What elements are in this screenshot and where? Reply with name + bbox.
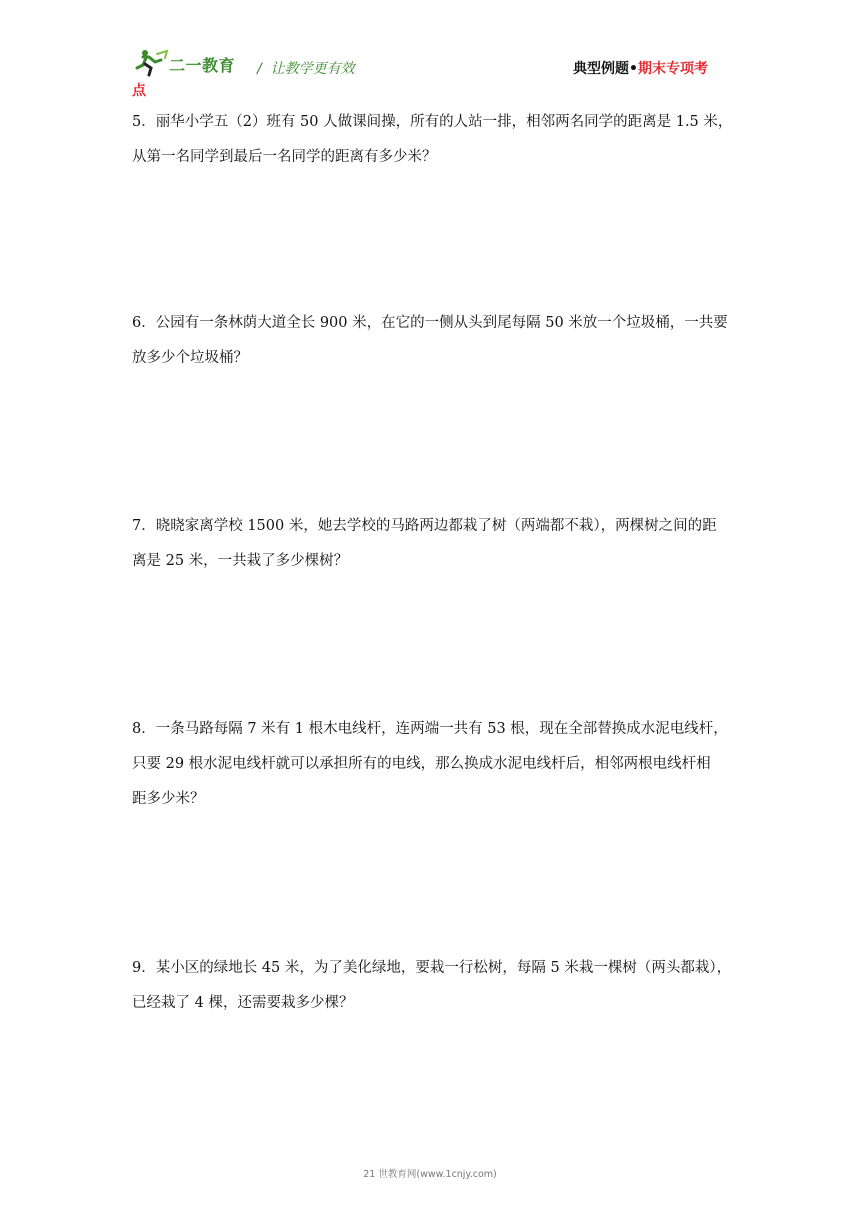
question-7 xyxy=(132,509,736,579)
question-line: 已经栽了 4 棵，还需要栽多少棵？ xyxy=(132,995,354,1011)
question-line: 5．丽华小学五（2）班有 50 人做课间操，所有的人站一排，相邻两名同学的距离是 1.5 米， xyxy=(132,114,733,130)
header-category-red: 期末专项考 xyxy=(637,61,708,77)
question-line: 离是 25 米，一共栽了多少棵树？ xyxy=(132,553,349,569)
page-header xyxy=(133,48,733,82)
question-line: 9．某小区的绿地长 45 米，为了美化绿地，要栽一行松树，每隔 5 米栽一棵树（两头都栽）， xyxy=(132,960,732,976)
question-line: 放多少个垃圾桶？ xyxy=(132,350,248,366)
header-category xyxy=(573,58,708,78)
brand-logo xyxy=(133,48,253,78)
question-line: 7．晓晓家离学校 1500 米，她去学校的马路两边都栽了树（两端都不栽），两棵树之间的距 xyxy=(132,518,717,534)
header-slogan xyxy=(257,58,355,78)
question-6 xyxy=(132,306,736,376)
slogan-text: 让教学更有效 xyxy=(270,61,355,77)
header-category-wrap: 点 xyxy=(132,83,146,99)
header-category-black: 典型例题• xyxy=(573,61,638,77)
page-footer: 21 世教育网(www.1cnjy.com) xyxy=(363,1169,497,1180)
question-line: 只要 29 根水泥电线杆就可以承担所有的电线，那么换成水泥电线杆后，相邻两根电线杆相 xyxy=(132,756,711,772)
question-line: 从第一名同学到最后一名同学的距离有多少米？ xyxy=(132,149,437,165)
question-5 xyxy=(132,105,736,175)
running-man-icon xyxy=(133,48,173,78)
logo-text: 二一教育 xyxy=(169,56,236,75)
question-9 xyxy=(132,951,736,1021)
header-separator: / xyxy=(257,61,262,77)
question-line: 距多少米？ xyxy=(132,791,205,807)
question-8 xyxy=(132,712,736,817)
question-line: 8．一条马路每隔 7 米有 1 根木电线杆，连两端一共有 53 根，现在全部替换成水泥电线杆， xyxy=(132,721,728,737)
question-line: 6．公园有一条林荫大道全长 900 米，在它的一侧从头到尾每隔 50 米放一个垃圾桶，一共要 xyxy=(132,315,728,331)
